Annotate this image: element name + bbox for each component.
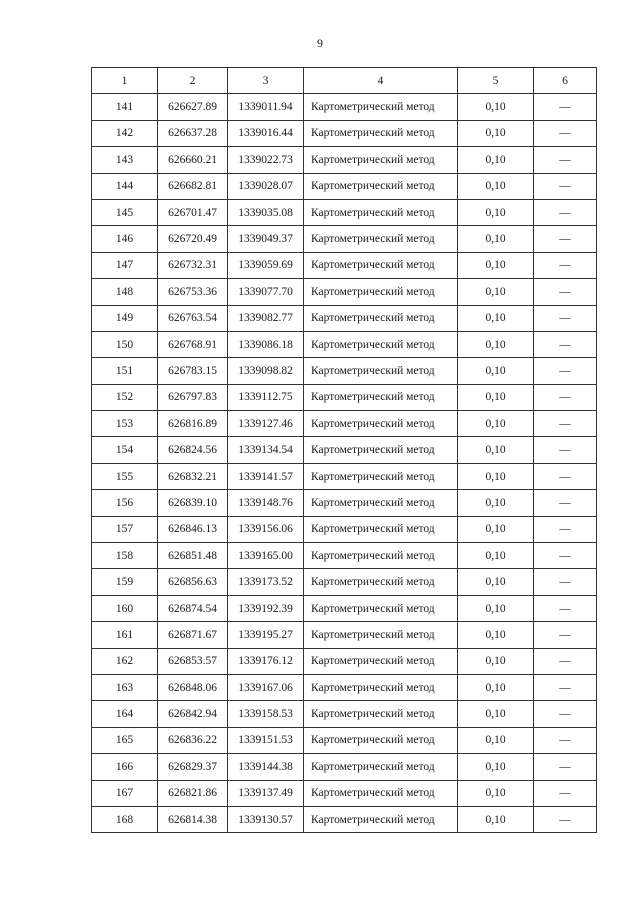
y-coordinate-cell: 1339148.76 [228,490,304,516]
y-coordinate-cell: 1339134.54 [228,437,304,463]
note-cell: — [534,780,597,806]
y-coordinate-cell: 1339035.08 [228,199,304,225]
note-cell: — [534,94,597,120]
method-cell: Картометрический метод [304,701,458,727]
note-cell: — [534,595,597,621]
table-header-row [92,68,597,94]
table-row [92,701,597,727]
column-header-5: 5 [458,68,534,94]
x-coordinate-cell: 626839.10 [158,490,228,516]
point-number-cell: 148 [92,279,158,305]
accuracy-cell: 0,10 [458,727,534,753]
method-cell: Картометрический метод [304,252,458,278]
point-number-cell: 153 [92,411,158,437]
y-coordinate-cell: 1339049.37 [228,226,304,252]
y-coordinate-cell: 1339127.46 [228,411,304,437]
y-coordinate-cell: 1339151.53 [228,727,304,753]
table-row [92,94,597,120]
x-coordinate-cell: 626660.21 [158,147,228,173]
x-coordinate-cell: 626816.89 [158,411,228,437]
y-coordinate-cell: 1339156.06 [228,516,304,542]
point-number-cell: 141 [92,94,158,120]
x-coordinate-cell: 626836.22 [158,727,228,753]
note-cell: — [534,120,597,146]
table-row [92,384,597,410]
point-number-cell: 168 [92,806,158,832]
x-coordinate-cell: 626753.36 [158,279,228,305]
accuracy-cell: 0,10 [458,120,534,146]
y-coordinate-cell: 1339016.44 [228,120,304,146]
y-coordinate-cell: 1339192.39 [228,595,304,621]
note-cell: — [534,754,597,780]
accuracy-cell: 0,10 [458,437,534,463]
note-cell: — [534,490,597,516]
y-coordinate-cell: 1339141.57 [228,463,304,489]
point-number-cell: 155 [92,463,158,489]
note-cell: — [534,173,597,199]
point-number-cell: 158 [92,543,158,569]
column-header-3: 3 [228,68,304,94]
column-header-2: 2 [158,68,228,94]
y-coordinate-cell: 1339098.82 [228,358,304,384]
method-cell: Картометрический метод [304,226,458,252]
method-cell: Картометрический метод [304,331,458,357]
note-cell: — [534,279,597,305]
method-cell: Картометрический метод [304,173,458,199]
table-row [92,648,597,674]
method-cell: Картометрический метод [304,490,458,516]
x-coordinate-cell: 626720.49 [158,226,228,252]
note-cell: — [534,305,597,331]
table-row [92,252,597,278]
table-row [92,543,597,569]
note-cell: — [534,358,597,384]
y-coordinate-cell: 1339176.12 [228,648,304,674]
table-row [92,490,597,516]
method-cell: Картометрический метод [304,147,458,173]
accuracy-cell: 0,10 [458,411,534,437]
y-coordinate-cell: 1339144.38 [228,754,304,780]
y-coordinate-cell: 1339137.49 [228,780,304,806]
accuracy-cell: 0,10 [458,806,534,832]
point-number-cell: 166 [92,754,158,780]
y-coordinate-cell: 1339158.53 [228,701,304,727]
point-number-cell: 147 [92,252,158,278]
method-cell: Картометрический метод [304,199,458,225]
note-cell: — [534,727,597,753]
accuracy-cell: 0,10 [458,780,534,806]
y-coordinate-cell: 1339167.06 [228,674,304,700]
method-cell: Картометрический метод [304,569,458,595]
x-coordinate-cell: 626846.13 [158,516,228,542]
point-number-cell: 167 [92,780,158,806]
point-number-cell: 157 [92,516,158,542]
x-coordinate-cell: 626797.83 [158,384,228,410]
x-coordinate-cell: 626821.86 [158,780,228,806]
note-cell: — [534,701,597,727]
accuracy-cell: 0,10 [458,305,534,331]
method-cell: Картометрический метод [304,543,458,569]
accuracy-cell: 0,10 [458,595,534,621]
table-row [92,727,597,753]
accuracy-cell: 0,10 [458,754,534,780]
x-coordinate-cell: 626682.81 [158,173,228,199]
point-number-cell: 143 [92,147,158,173]
y-coordinate-cell: 1339082.77 [228,305,304,331]
table-row [92,754,597,780]
x-coordinate-cell: 626848.06 [158,674,228,700]
table-row [92,411,597,437]
note-cell: — [534,543,597,569]
x-coordinate-cell: 626829.37 [158,754,228,780]
accuracy-cell: 0,10 [458,279,534,305]
method-cell: Картометрический метод [304,120,458,146]
x-coordinate-cell: 626842.94 [158,701,228,727]
table-body [92,94,597,833]
note-cell: — [534,516,597,542]
x-coordinate-cell: 626637.28 [158,120,228,146]
table-row [92,358,597,384]
note-cell: — [534,411,597,437]
y-coordinate-cell: 1339011.94 [228,94,304,120]
method-cell: Картометрический метод [304,358,458,384]
accuracy-cell: 0,10 [458,543,534,569]
point-number-cell: 144 [92,173,158,199]
point-number-cell: 151 [92,358,158,384]
method-cell: Картометрический метод [304,727,458,753]
point-number-cell: 160 [92,595,158,621]
x-coordinate-cell: 626871.67 [158,622,228,648]
method-cell: Картометрический метод [304,780,458,806]
column-header-1: 1 [92,68,158,94]
note-cell: — [534,147,597,173]
method-cell: Картометрический метод [304,437,458,463]
y-coordinate-cell: 1339130.57 [228,806,304,832]
table-row [92,120,597,146]
accuracy-cell: 0,10 [458,331,534,357]
accuracy-cell: 0,10 [458,648,534,674]
y-coordinate-cell: 1339077.70 [228,279,304,305]
note-cell: — [534,226,597,252]
table-row [92,147,597,173]
point-number-cell: 163 [92,674,158,700]
column-header-4: 4 [304,68,458,94]
accuracy-cell: 0,10 [458,173,534,199]
table-row [92,279,597,305]
accuracy-cell: 0,10 [458,674,534,700]
x-coordinate-cell: 626768.91 [158,331,228,357]
accuracy-cell: 0,10 [458,94,534,120]
accuracy-cell: 0,10 [458,516,534,542]
method-cell: Картометрический метод [304,674,458,700]
point-number-cell: 161 [92,622,158,648]
accuracy-cell: 0,10 [458,252,534,278]
note-cell: — [534,199,597,225]
x-coordinate-cell: 626627.89 [158,94,228,120]
table-row [92,595,597,621]
point-number-cell: 165 [92,727,158,753]
method-cell: Картометрический метод [304,463,458,489]
accuracy-cell: 0,10 [458,569,534,595]
x-coordinate-cell: 626814.38 [158,806,228,832]
x-coordinate-cell: 626874.54 [158,595,228,621]
point-number-cell: 150 [92,331,158,357]
note-cell: — [534,384,597,410]
accuracy-cell: 0,10 [458,358,534,384]
note-cell: — [534,674,597,700]
y-coordinate-cell: 1339022.73 [228,147,304,173]
accuracy-cell: 0,10 [458,147,534,173]
note-cell: — [534,569,597,595]
point-number-cell: 145 [92,199,158,225]
point-number-cell: 146 [92,226,158,252]
method-cell: Картометрический метод [304,806,458,832]
note-cell: — [534,648,597,674]
method-cell: Картометрический метод [304,516,458,542]
x-coordinate-cell: 626856.63 [158,569,228,595]
note-cell: — [534,622,597,648]
table-row [92,463,597,489]
table-row [92,226,597,252]
method-cell: Картометрический метод [304,384,458,410]
accuracy-cell: 0,10 [458,490,534,516]
x-coordinate-cell: 626824.56 [158,437,228,463]
table-row [92,674,597,700]
x-coordinate-cell: 626783.15 [158,358,228,384]
point-number-cell: 159 [92,569,158,595]
method-cell: Картометрический метод [304,305,458,331]
y-coordinate-cell: 1339173.52 [228,569,304,595]
note-cell: — [534,463,597,489]
accuracy-cell: 0,10 [458,701,534,727]
accuracy-cell: 0,10 [458,384,534,410]
table-row [92,173,597,199]
table-row [92,305,597,331]
point-number-cell: 154 [92,437,158,463]
y-coordinate-cell: 1339165.00 [228,543,304,569]
method-cell: Картометрический метод [304,411,458,437]
y-coordinate-cell: 1339028.07 [228,173,304,199]
accuracy-cell: 0,10 [458,622,534,648]
x-coordinate-cell: 626851.48 [158,543,228,569]
point-number-cell: 162 [92,648,158,674]
y-coordinate-cell: 1339086.18 [228,331,304,357]
x-coordinate-cell: 626832.21 [158,463,228,489]
point-number-cell: 152 [92,384,158,410]
y-coordinate-cell: 1339059.69 [228,252,304,278]
accuracy-cell: 0,10 [458,199,534,225]
accuracy-cell: 0,10 [458,226,534,252]
point-number-cell: 156 [92,490,158,516]
coordinates-table [91,67,597,833]
table-row [92,516,597,542]
method-cell: Картометрический метод [304,622,458,648]
table-row [92,199,597,225]
x-coordinate-cell: 626763.54 [158,305,228,331]
page-number: 9 [317,36,323,50]
point-number-cell: 149 [92,305,158,331]
table-row [92,780,597,806]
table-row [92,622,597,648]
table-row [92,806,597,832]
method-cell: Картометрический метод [304,94,458,120]
note-cell: — [534,437,597,463]
note-cell: — [534,252,597,278]
accuracy-cell: 0,10 [458,463,534,489]
method-cell: Картометрический метод [304,648,458,674]
y-coordinate-cell: 1339195.27 [228,622,304,648]
table-row [92,331,597,357]
y-coordinate-cell: 1339112.75 [228,384,304,410]
table-row [92,437,597,463]
note-cell: — [534,806,597,832]
table-row [92,569,597,595]
x-coordinate-cell: 626853.57 [158,648,228,674]
x-coordinate-cell: 626732.31 [158,252,228,278]
note-cell: — [534,331,597,357]
point-number-cell: 164 [92,701,158,727]
method-cell: Картометрический метод [304,595,458,621]
point-number-cell: 142 [92,120,158,146]
column-header-6: 6 [534,68,597,94]
x-coordinate-cell: 626701.47 [158,199,228,225]
method-cell: Картометрический метод [304,279,458,305]
method-cell: Картометрический метод [304,754,458,780]
